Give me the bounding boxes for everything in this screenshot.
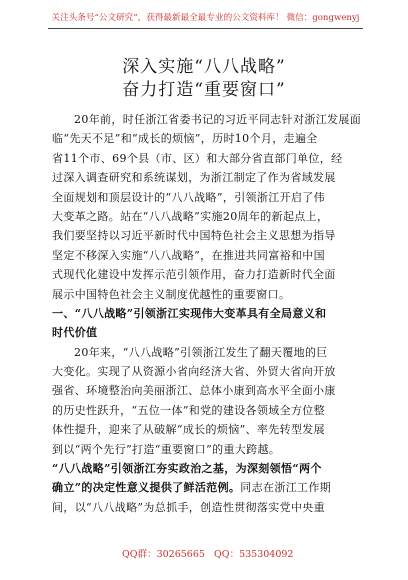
banner-text: 关注头条号“公文研究”，获得最新最全最专业的公文资料库！ 微信：gongwenyj xyxy=(51,13,360,23)
paragraph-line: 体性提升，迎来了从破解“成长的烦恼”、率先转型发展 xyxy=(52,423,325,437)
paragraph-line xyxy=(52,478,368,497)
paragraph-line: 大变化。实现了从资源小省向经济大省、外贸大省向开放 xyxy=(52,365,336,379)
section-heading: 时代价值 xyxy=(52,326,98,340)
bold-lead-text: 确立”的决定性意义提供了鲜活范例。 xyxy=(52,481,241,495)
document-title-line-2: 奋力打造“重要窗口” xyxy=(122,80,286,100)
document-title-line-1: 深入实施“八八战略” xyxy=(122,57,286,77)
paragraph-line: 20年来，“八八战略”引领浙江发生了翻天覆地的巨 xyxy=(74,345,328,359)
paragraph-line: 省11个市、69个县（市、区）和大部分省直部门单位，经 xyxy=(52,151,343,165)
paragraph-line: 的历史性跃升，“五位一体”和党的建设各领域全方位整 xyxy=(52,403,325,417)
paragraph-line: 坚定不移深入实施“八八战略”，在推进共同富裕和中国 xyxy=(52,248,325,262)
paragraph-text: 同志在浙江工作期 xyxy=(240,481,332,495)
top-banner xyxy=(48,8,363,29)
paragraph-line: 间，以“八八战略”为总抓手，创造性贯彻落实党中央重 xyxy=(52,500,325,514)
paragraph-line: 强省、环境整治向美丽浙江、总体小康到高水平全面小康 xyxy=(52,384,336,398)
footer xyxy=(0,547,408,563)
bold-lead-line: “八八战略”引领浙江夯实政治之基，为深刻领悟“两个 xyxy=(52,462,322,476)
paragraph-line: 我们要坚持以习近平新时代中国特色社会主义思想为指导 xyxy=(52,229,336,243)
paragraph-line: 式现代化建设中发挥示范引领作用，奋力打造新时代全面 xyxy=(52,268,336,282)
paragraph-line: 全面规划和顶层设计的“八八战略”，引领浙江开启了伟 xyxy=(52,190,325,204)
paragraph-line: 过深入调查研究和系统谋划，为浙江制定了作为省域发展 xyxy=(52,171,336,185)
paragraph-line: 大变革之路。站在“八八战略”实施20周年的新起点上， xyxy=(52,209,329,223)
document-body xyxy=(52,110,368,517)
footer-qq: QQ：535304092 xyxy=(214,549,294,560)
footer-qq-group: QQ群：30265665 xyxy=(122,549,205,560)
section-heading: 一、“八八战略”引领浙江实现伟大变革具有全局意义和 xyxy=(52,306,327,320)
paragraph-line: 临“先天不足”和“成长的烦恼”，历时10个月，走遍全 xyxy=(52,132,318,146)
paragraph-line: 展示中国特色社会主义制度优越性的重要窗口。 xyxy=(52,287,291,301)
paragraph-line: 20年前，时任浙江省委书记的习近平同志针对浙江发展面 xyxy=(74,113,362,126)
paragraph-line: 到以“两个先行”打造“重要窗口”的重大跨越。 xyxy=(52,442,281,456)
